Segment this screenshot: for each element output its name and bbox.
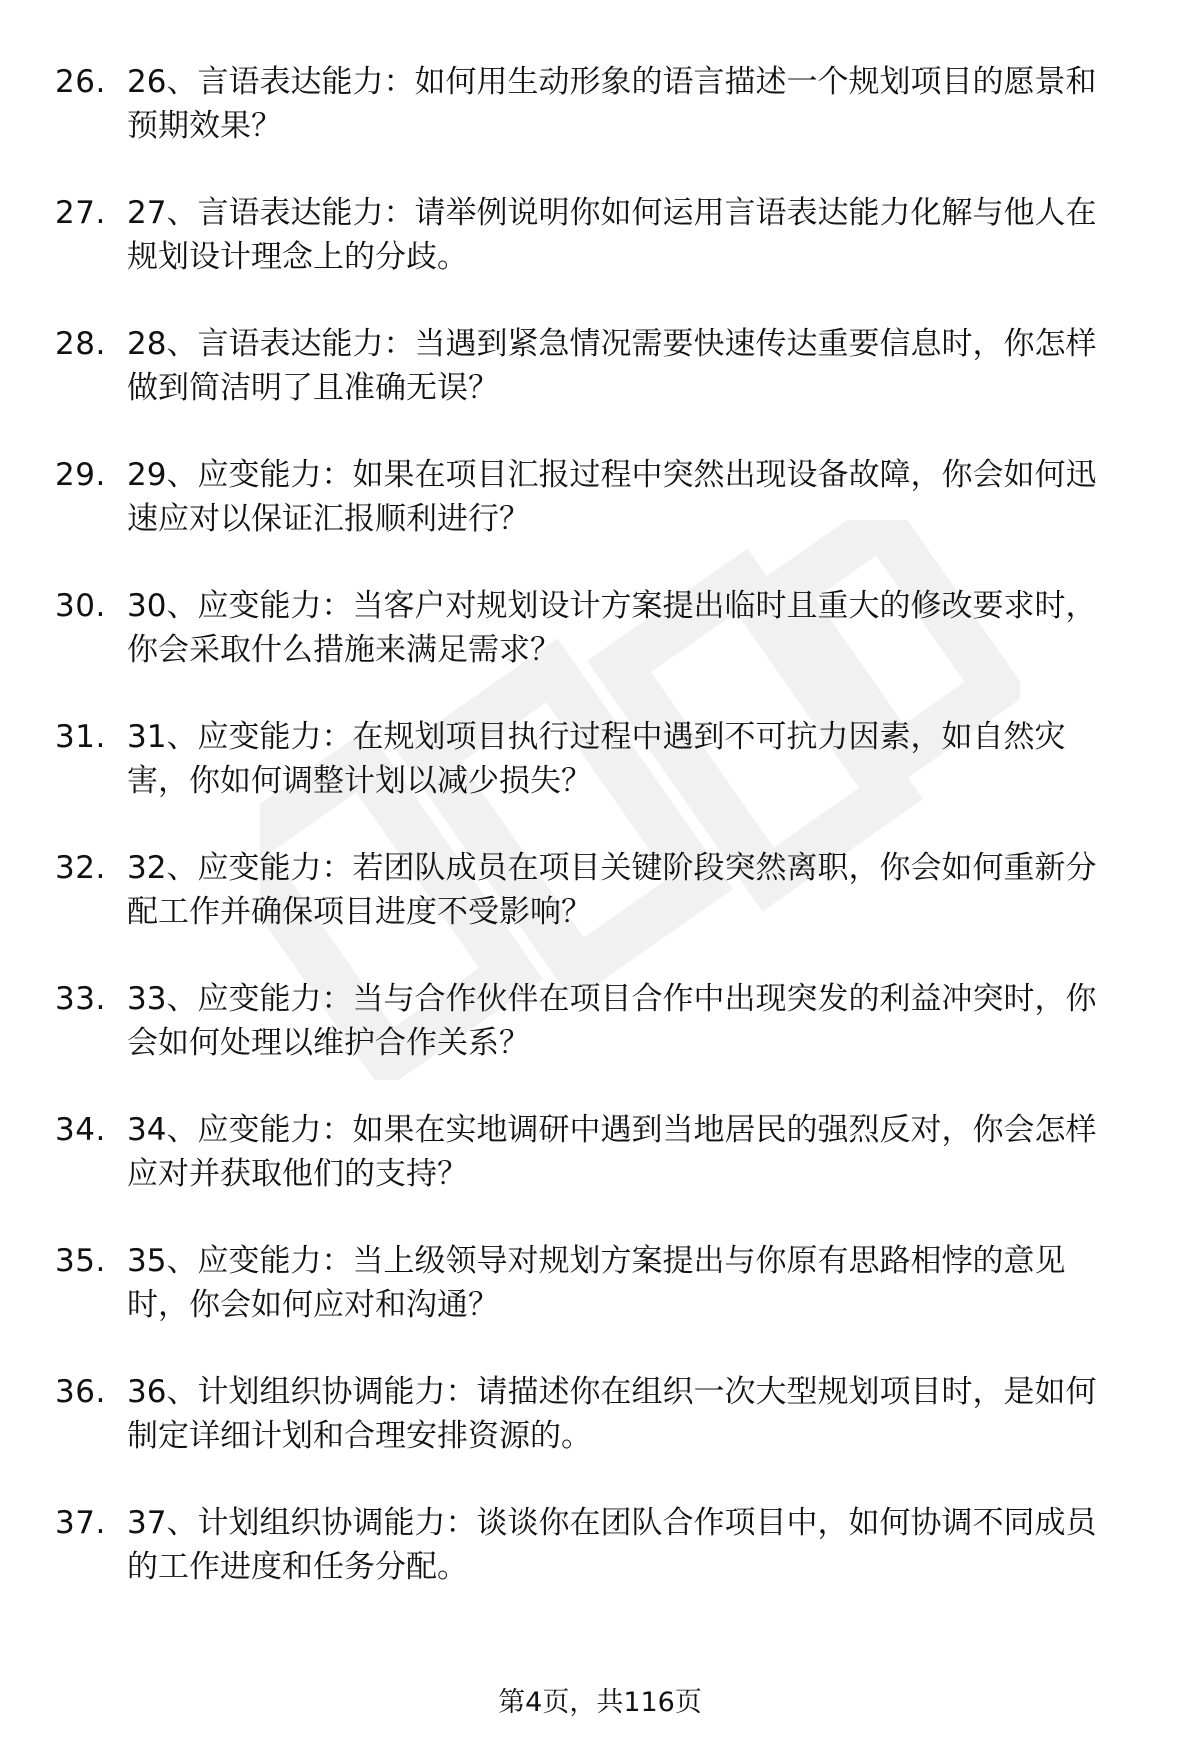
question-item — [55, 1370, 1155, 1501]
question-text: 31、应变能力：在规划项目执行过程中遇到不可抗力因素，如自然灾害，你如何调整计划以减少损失？ — [127, 719, 1066, 799]
question-item — [55, 977, 1155, 1108]
question-item — [55, 1239, 1155, 1370]
question-item — [55, 322, 1155, 453]
question-number: 26. — [55, 64, 106, 100]
question-item — [55, 584, 1155, 715]
question-text: 30、应变能力：当客户对规划设计方案提出临时且重大的修改要求时，你会采取什么措施来满足需求？ — [127, 588, 1097, 668]
question-text: 33、应变能力：当与合作伙伴在项目合作中出现突发的利益冲突时，你会如何处理以维护合作关系？ — [127, 981, 1097, 1061]
question-number: 27. — [55, 195, 106, 231]
question-number: 33. — [55, 981, 106, 1017]
question-text: 28、言语表达能力：当遇到紧急情况需要快速传达重要信息时，你怎样做到简洁明了且准确无误？ — [127, 326, 1097, 406]
question-text: 27、言语表达能力：请举例说明你如何运用言语表达能力化解与他人在规划设计理念上的分歧。 — [127, 195, 1097, 275]
question-text: 37、计划组织协调能力：谈谈你在团队合作项目中，如何协调不同成员的工作进度和任务分配。 — [127, 1505, 1097, 1585]
question-text: 34、应变能力：如果在实地调研中遇到当地居民的强烈反对，你会怎样应对并获取他们的支持？ — [127, 1112, 1097, 1192]
question-item — [55, 1501, 1155, 1632]
question-number: 37. — [55, 1505, 106, 1541]
question-item — [55, 715, 1155, 846]
question-number: 30. — [55, 588, 106, 624]
question-number: 28. — [55, 326, 106, 362]
question-number: 35. — [55, 1243, 106, 1279]
page-footer: 第4页，共116页 — [498, 1687, 702, 1718]
question-item — [55, 60, 1155, 191]
question-text: 32、应变能力：若团队成员在项目关键阶段突然离职，你会如何重新分配工作并确保项目进度不受影响？ — [127, 850, 1097, 930]
question-number: 31. — [55, 719, 106, 755]
question-item — [55, 1108, 1155, 1239]
question-item — [55, 191, 1155, 322]
question-number: 34. — [55, 1112, 106, 1148]
question-text: 35、应变能力：当上级领导对规划方案提出与你原有思路相悖的意见时，你会如何应对和沟通？ — [127, 1243, 1066, 1323]
question-number: 36. — [55, 1374, 106, 1410]
question-list — [55, 60, 1155, 1632]
question-text: 26、言语表达能力：如何用生动形象的语言描述一个规划项目的愿景和预期效果？ — [127, 64, 1097, 144]
question-text: 29、应变能力：如果在项目汇报过程中突然出现设备故障，你会如何迅速应对以保证汇报顺利进行？ — [127, 457, 1097, 537]
question-item — [55, 453, 1155, 584]
question-number: 29. — [55, 457, 106, 493]
question-item — [55, 846, 1155, 977]
question-text: 36、计划组织协调能力：请描述你在组织一次大型规划项目时，是如何制定详细计划和合理安排资源的。 — [127, 1374, 1097, 1454]
question-number: 32. — [55, 850, 106, 886]
